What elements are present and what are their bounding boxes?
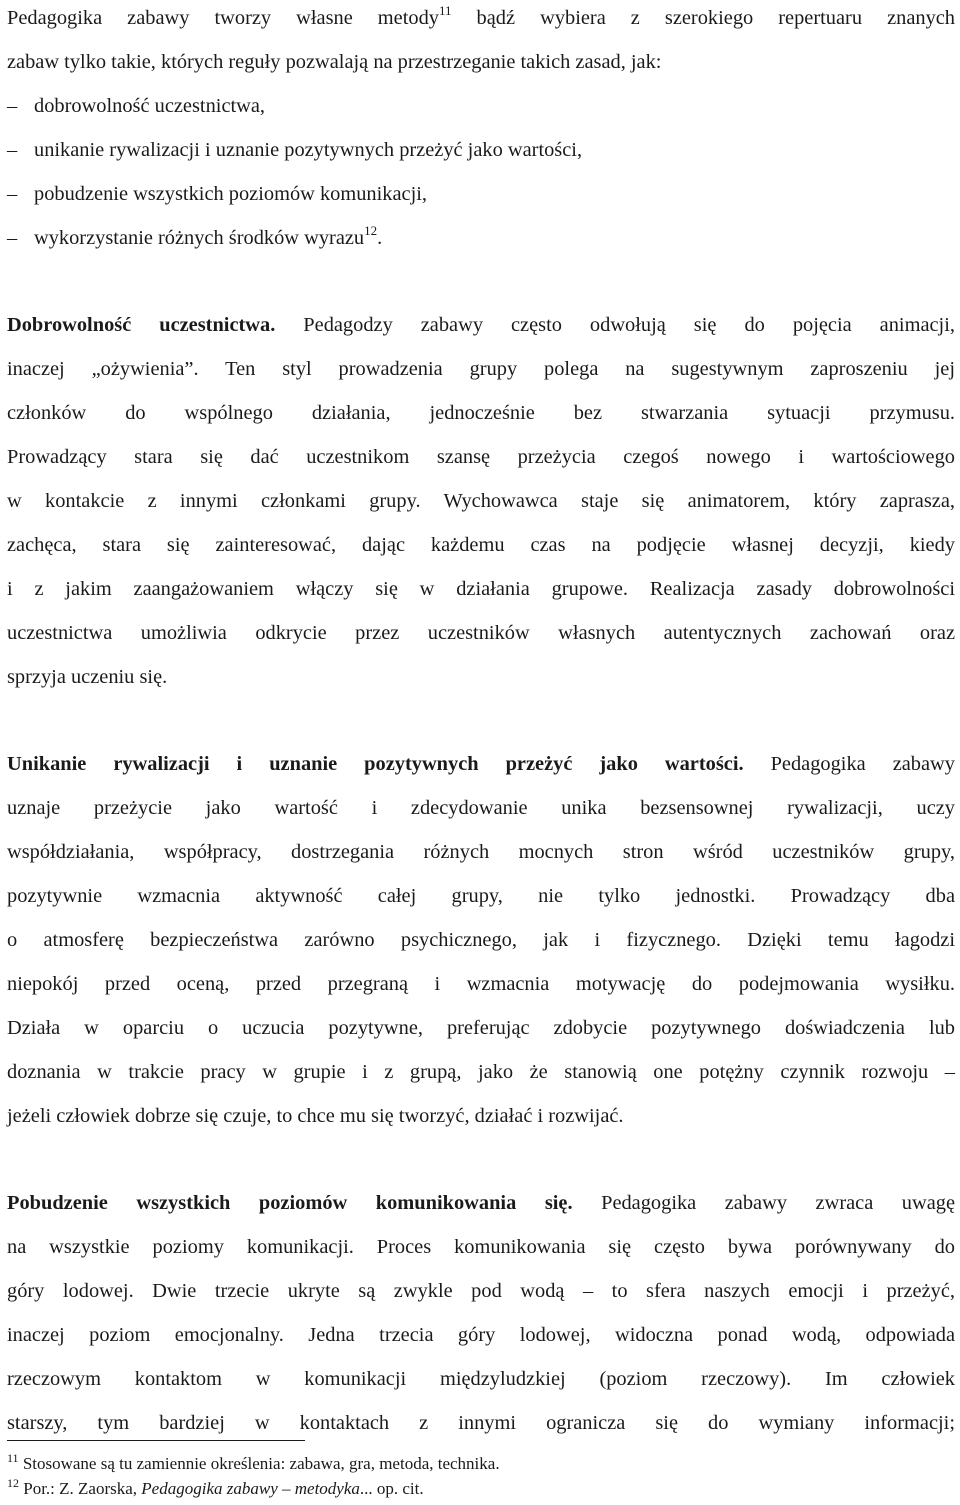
section1-line: inaczej „ożywienia”. Ten styl prowadzenia grupy polega na sugestywnym zaproszeniu jej [7,358,955,380]
section3-line [7,1187,955,1231]
section1-line: uczestnictwa umożliwia odkrycie przez uczestników własnych autentycznych zachowań oraz [7,622,955,644]
section1-line: i z jakim zaangażowaniem włączy się w działania grupowe. Realizacja zasady dobrowolności [7,578,955,600]
footnote-11 [7,1452,955,1477]
section2-line: jeżeli człowiek dobrze się czuje, to chce mu się tworzyć, działać i rozwijać. [7,1105,624,1127]
footnotes [7,1452,955,1502]
section2-heading: Unikanie rywalizacji i uznanie pozytywnych przeżyć jako wartości. [7,753,744,775]
section2-line: Działa w oparciu o uczucia pozytywne, preferując zdobycie pozytywnego doświadczenia lub [7,1017,955,1039]
paragraph-gap [7,1144,955,1187]
principle-text: dobrowolność uczestnictwa, [34,95,266,117]
section3-line: na wszystkie poziomy komunikacji. Proces komunikowania się często bywa porównywany do [7,1236,955,1258]
footnote-ref-11[interactable]: 11 [438,3,452,18]
dash-marker: – [7,139,18,161]
document-page [7,2,955,1451]
principle-end: . [377,227,383,249]
section3-line: inaczej poziom emocjonalny. Jedna trzecia góry lodowej, widoczna ponad wodą, odpowiada [7,1324,955,1346]
section1-line [7,309,955,353]
dash-marker: – [7,183,18,205]
section2-line: doznania w trakcie pracy w grupie i z grupą, jako że stanowią one potężny czynnik rozwoju – [7,1061,955,1083]
section1-heading: Dobrowolność uczestnictwa. [7,314,276,336]
dash-marker: – [7,227,18,249]
footnote-12 [7,1477,955,1502]
footnote-text-end: ... op. cit. [359,1479,424,1498]
section2-line: o atmosferę bezpieczeństwa zarówno psychicznego, jak i fizycznego. Dzięki temu łagodzi [7,929,955,951]
section2-text: Pedagogika zabawy [743,753,955,775]
intro-text-a: Pedagogika zabawy tworzy własne metody [7,7,439,29]
section2-line: niepokój przed oceną, przed przegraną i wzmacnia motywację do podejmowania wysiłku. [7,973,955,995]
principle-text: unikanie rywalizacji i uznanie pozytywnych przeżyć jako wartości, [34,139,583,161]
section2-line: uznaje przeżycie jako wartość i zdecydowanie unika bezsensownej rywalizacji, uczy [7,797,955,819]
section1-line: Prowadzący stara się dać uczestnikom szansę przeżycia czegoś nowego i wartościowego [7,446,955,468]
intro-line-2: zabaw tylko takie, których reguły pozwalają na przestrzeganie takich zasad, jak: [7,51,662,73]
principle-text: wykorzystanie różnych środków wyrazu [34,227,365,249]
principle-text: pobudzenie wszystkich poziomów komunikacji, [34,183,428,205]
footnote-number: 12 [7,1476,19,1490]
footnote-number: 11 [7,1451,19,1465]
principle-item [7,222,955,266]
section1-line: sprzyja uczeniu się. [7,666,168,688]
dash-marker: – [7,95,18,117]
section2-line: pozytywnie wzmacnia aktywność całej grupy, nie tylko jednostki. Prowadzący dba [7,885,955,907]
section1-line: zachęca, stara się zainteresować, dając każdemu czas na podjęcie własnej decyzji, kiedy [7,534,955,556]
paragraph-gap [7,705,955,748]
section1-text: Pedagodzy zabawy często odwołują się do pojęcia animacji, [275,314,955,336]
section2-line: współdziałania, współpracy, dostrzegania różnych mocnych stron wśród uczestników grupy, [7,841,955,863]
paragraph-gap [7,266,955,309]
section3-heading: Pobudzenie wszystkich poziomów komunikowania się. [7,1192,573,1214]
section3-line: góry lodowej. Dwie trzecie ukryte są zwykle pod wodą – to sfera naszych emocji i przeżyć, [7,1280,955,1302]
footnote-separator [7,1440,305,1441]
section3-line: starszy, tym bardziej w kontaktach z innymi ogranicza się do wymiany informacji; [7,1412,955,1434]
footnote-text: Por.: Z. Zaorska, [19,1479,142,1498]
section2-line [7,748,955,792]
section1-line: członków do wspólnego działania, jednocześnie bez stwarzania sytuacji przymusu. [7,402,955,424]
intro-line-1 [7,2,955,46]
footnote-title: Pedagogika zabawy – metodyka [141,1479,360,1498]
principle-item [7,134,955,178]
footnote-text: Stosowane są tu zamiennie określenia: zabawa, gra, metoda, technika. [18,1454,500,1473]
principle-item [7,90,955,134]
section3-line: rzeczowym kontaktom w komunikacji międzyludzkiej (poziom rzeczowy). Im człowiek [7,1368,955,1390]
principle-item [7,178,955,222]
section3-text: Pedagogika zabawy zwraca uwagę [572,1192,955,1214]
footnote-ref-12[interactable]: 12 [364,223,378,238]
section1-line: w kontakcie z innymi członkami grupy. Wychowawca staje się animatorem, który zaprasza, [7,490,955,512]
intro-text-b: bądź wybiera z szerokiego repertuaru znanych [451,7,956,29]
